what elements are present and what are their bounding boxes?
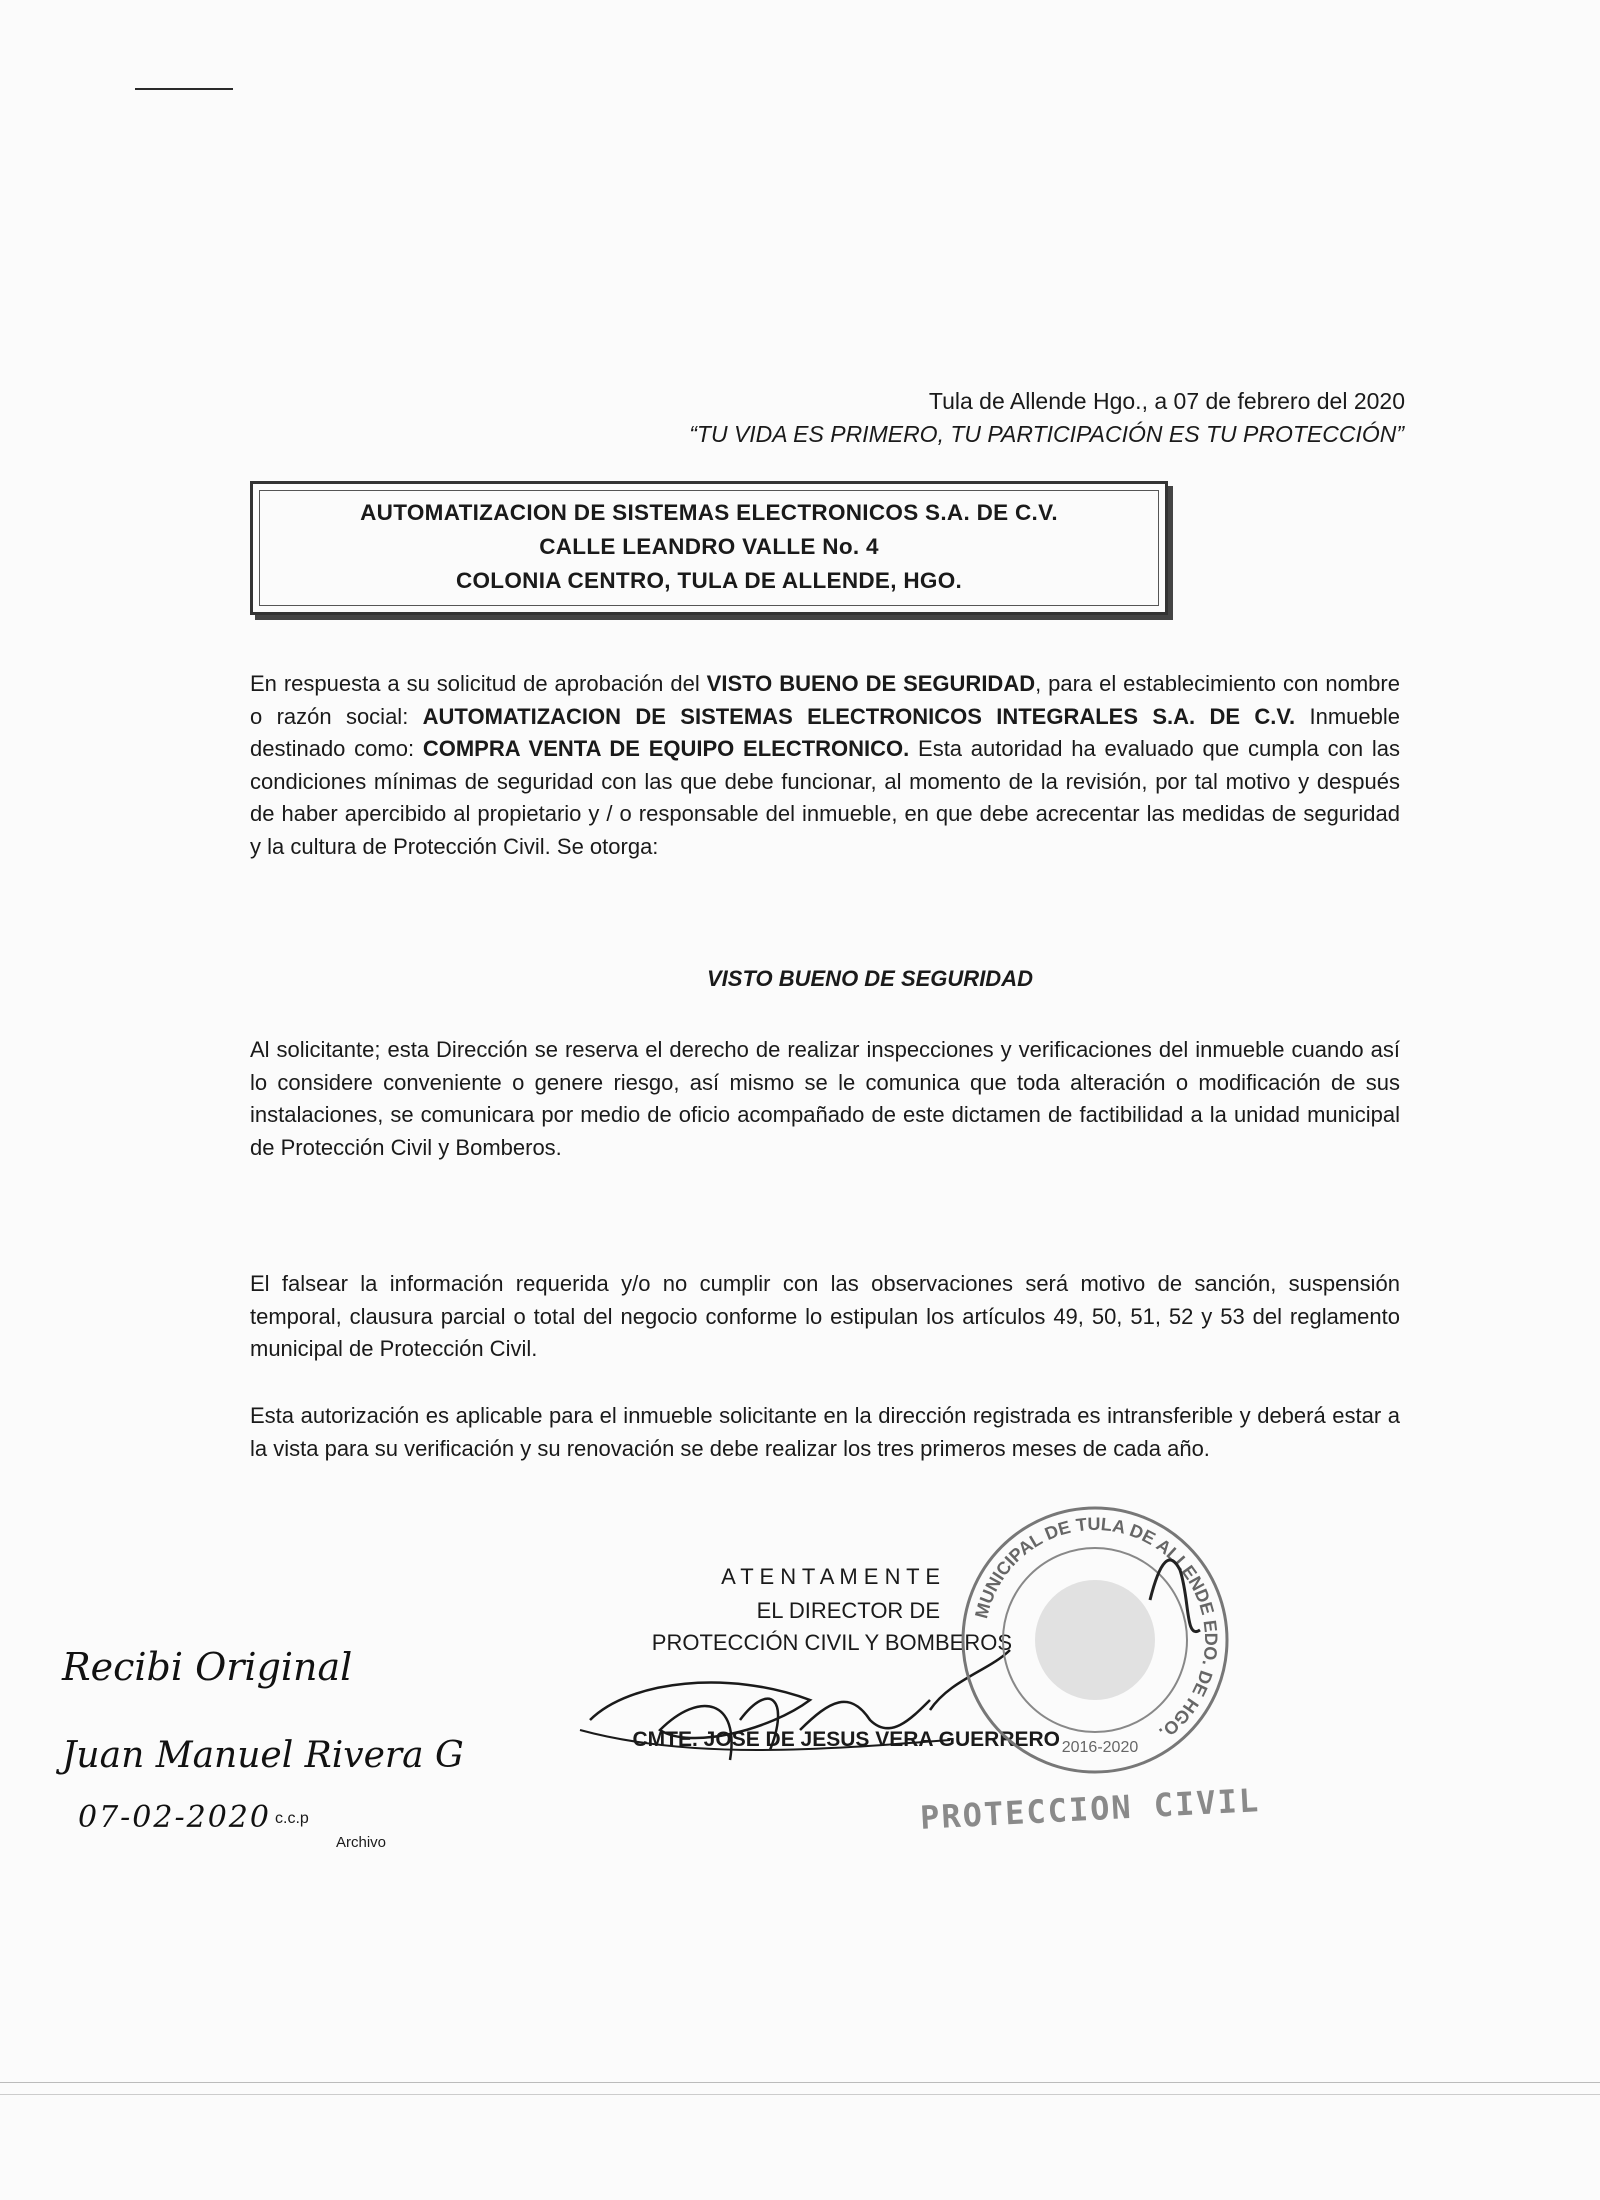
recipient-street: CALLE LEANDRO VALLE No. 4: [539, 534, 879, 559]
signer-role-1: EL DIRECTOR DE: [756, 1598, 940, 1623]
scan-edge: [0, 2082, 1600, 2083]
p1-text: En respuesta a su solicitud de aprobación del: [250, 671, 707, 696]
p1-bold-visto-bueno: VISTO BUENO DE SEGURIDAD: [706, 671, 1036, 696]
stamp-footer: PROTECCION CIVIL: [919, 1781, 1262, 1837]
p1-bold-use: COMPRA VENTA DE EQUIPO ELECTRONICO.: [422, 736, 910, 761]
signer-name: CMTE. JOSE DE JESUS VERA GUERRERO: [632, 1728, 1060, 1751]
paragraph-validity: Esta autorización es aplicable para el inmueble solicitante en la dirección registrada es intransferible y deberá estar a la vista para su verificación y su renovación se debe realizar los tres primeros meses de cada año.: [250, 1403, 1400, 1461]
p1-text: , para el establecimiento con nombre o razón social:: [250, 671, 1400, 729]
official-stamp: [950, 1490, 1240, 1790]
receipt-recibi: Recibi Original: [62, 1645, 353, 1689]
motto: “TU VIDA ES PRIMERO, TU PARTICIPACIÓN ES TU PROTECCIÓN”: [689, 421, 1404, 447]
receipt-receiver-name: Juan Manuel Rivera G: [62, 1735, 464, 1776]
recipient-name: AUTOMATIZACION DE SISTEMAS ELECTRONICOS S.A. DE C.V.: [360, 500, 1058, 525]
paragraph-sanctions: El falsear la información requerida y/o no cumplir con las observaciones será motivo de sanción, suspensión temporal, clausura parcial o total del negocio conforme lo estipulan los artículos 49, 50, 51, 52 y 53 del reglamento municipal de Protección Civil.: [250, 1271, 1400, 1361]
stamp-years: 2016-2020: [1061, 1739, 1139, 1756]
stamp-ring-text: MUNICIPAL DE TULA DE ALLENDE EDO. DE HGO.: [971, 1513, 1222, 1744]
recipient-colony: COLONIA CENTRO, TULA DE ALLENDE, HGO.: [455, 568, 963, 593]
paragraph-request: [250, 668, 1400, 863]
scan-mark: [135, 88, 233, 90]
ccp-label: c.c.p: [275, 1810, 309, 1827]
closing: A T E N T A M E N T E: [721, 1564, 940, 1589]
recipient-box: [250, 481, 1168, 615]
p1-bold-company: AUTOMATIZACION DE SISTEMAS ELECTRONICOS INTEGRALES S.A. DE C.V.: [422, 703, 1296, 729]
p1-text: Esta autoridad ha evaluado que cumpla con las condiciones mínimas de seguridad con las que debe funcionar, al momento de la revisión, por tal motivo y después de haber apercibido al propietario y / o responsable del inmueble, en que debe acrecentar las medidas de seguridad y la cultura de Protección Civil. Se otorga:: [250, 736, 1401, 859]
place-date: Tula de Allende Hgo., a 07 de febrero del 2020: [928, 388, 1405, 414]
grant-title: VISTO BUENO DE SEGURIDAD: [707, 966, 1033, 991]
p1-text: Inmueble destinado como:: [250, 703, 1400, 761]
signer-role-2: PROTECCIÓN CIVIL Y BOMBEROS: [651, 1630, 1012, 1655]
receipt-date: 07-02-2020: [78, 1800, 271, 1835]
paragraph-inspections: Al solicitante; esta Dirección se reserva el derecho de realizar inspecciones y verificaciones del inmueble cuando así lo considere conveniente o genere riesgo, así mismo se le comunica que toda alteración o modificación de sus instalaciones, se comunicara por medio de oficio acompañado de este dictamen de factibilidad a la unidad municipal de Protección Civil y Bomberos.: [250, 1037, 1400, 1160]
scan-edge: [0, 2094, 1600, 2095]
archivo-label: Archivo: [336, 1834, 387, 1851]
